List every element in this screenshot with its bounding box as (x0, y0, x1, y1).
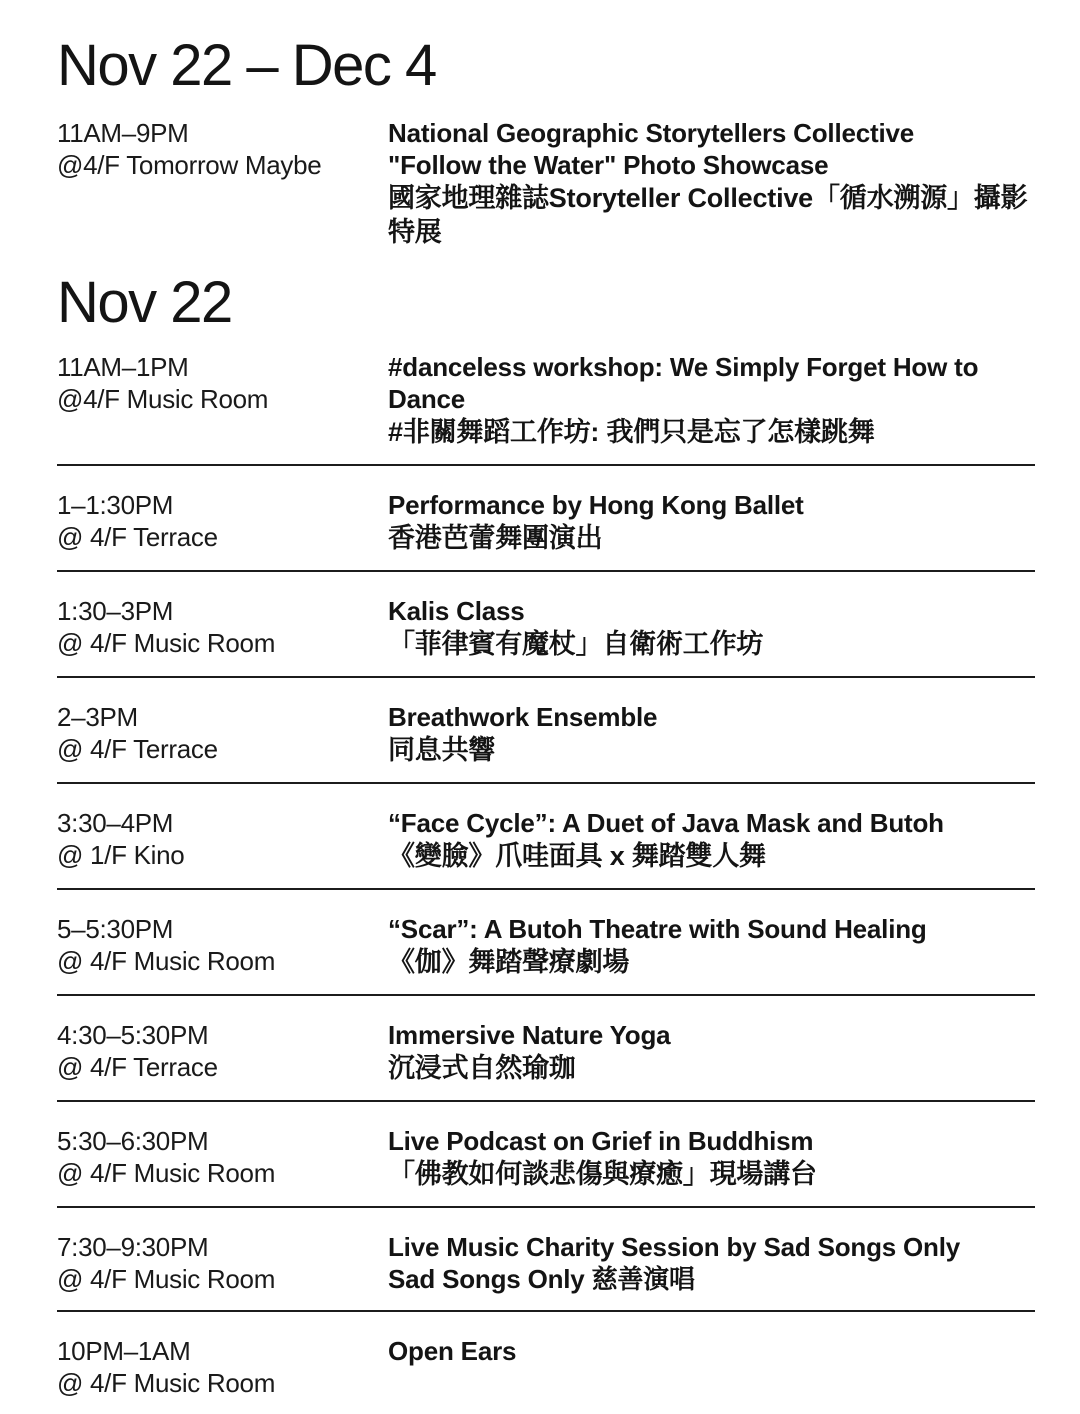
event-meta (57, 913, 388, 977)
event-title: Breathwork Ensemble (388, 701, 658, 732)
event-title: #danceless workshop: We Simply Forget How to Dance (388, 351, 979, 414)
event-row (57, 676, 1035, 782)
event-time: 11AM–1PM (57, 351, 189, 382)
event-location: @ 4/F Music Room (57, 1367, 276, 1398)
event-row (57, 570, 1035, 676)
event-meta (57, 1231, 388, 1295)
event-title-zh: Sad Songs Only 慈善演唱 (388, 1263, 695, 1294)
event-title-zh: #非關舞蹈工作坊: 我們只是忘了怎樣跳舞 (388, 416, 875, 447)
event-row (57, 994, 1035, 1100)
event-time: 2–3PM (57, 701, 138, 732)
event-row (57, 1206, 1035, 1310)
event-title: National Geographic Storytellers Collective (388, 117, 914, 148)
event-title-zh: 國家地理雜誌Storyteller Collective「循水溯源」攝影特展 (388, 182, 1028, 247)
event-titles (388, 913, 1035, 979)
event-title-zh: 《伽》舞踏聲療劇場 (388, 946, 630, 977)
event-location: @ 4/F Terrace (57, 733, 218, 764)
event-title: “Face Cycle”: A Duet of Java Mask and Butoh (388, 807, 944, 838)
event-location: @ 1/F Kino (57, 839, 185, 870)
event-row (57, 888, 1035, 994)
event-time: 1:30–3PM (57, 595, 174, 626)
event-titles (388, 351, 1035, 449)
event-titles (388, 1019, 1035, 1085)
event-subtitle: "Follow the Water" Photo Showcase (388, 149, 829, 180)
event-meta (57, 701, 388, 765)
event-time: 5:30–6:30PM (57, 1125, 209, 1156)
event-title: Live Podcast on Grief in Buddhism (388, 1125, 814, 1156)
event-time: 7:30–9:30PM (57, 1231, 209, 1262)
event-location: @ 4/F Terrace (57, 1051, 218, 1082)
event-title-zh: 沉浸式自然瑜珈 (388, 1052, 576, 1083)
event-title: Open Ears (388, 1335, 517, 1366)
event-location: @4/F Tomorrow Maybe (57, 149, 322, 180)
event-time: 1–1:30PM (57, 489, 174, 520)
event-time: 10PM–1AM (57, 1335, 191, 1366)
event-title: Immersive Nature Yoga (388, 1019, 671, 1050)
event-title-zh: 《變臉》爪哇面具 x 舞踏雙人舞 (388, 840, 766, 871)
event-titles (388, 1231, 1035, 1295)
event-titles (388, 489, 1035, 555)
event-titles (388, 807, 1035, 873)
event-row (57, 782, 1035, 888)
event-row (57, 1100, 1035, 1206)
event-location: @ 4/F Music Room (57, 945, 276, 976)
event-row (57, 344, 1035, 464)
event-titles (388, 701, 1035, 767)
event-title: “Scar”: A Butoh Theatre with Sound Healing (388, 913, 927, 944)
schedule-list (57, 344, 1035, 1414)
event-title-zh: 「佛教如何談悲傷與療癒」現場講台 (388, 1158, 817, 1189)
event-titles (388, 1335, 1035, 1367)
event-title: Live Music Charity Session by Sad Songs Only (388, 1231, 961, 1262)
event-title-zh: 同息共響 (388, 734, 496, 765)
event-titles (388, 117, 1035, 249)
event-title-zh: 香港芭蕾舞團演出 (388, 522, 603, 553)
event-location: @ 4/F Terrace (57, 521, 218, 552)
event-row (57, 113, 1035, 259)
event-time: 11AM–9PM (57, 117, 189, 148)
event-time: 3:30–4PM (57, 807, 174, 838)
event-meta (57, 807, 388, 871)
event-titles (388, 1125, 1035, 1191)
event-meta (57, 1335, 388, 1399)
event-title-zh: 「菲律賓有魔杖」自衛術工作坊 (388, 628, 764, 659)
event-location: @ 4/F Music Room (57, 1263, 276, 1294)
event-meta (57, 117, 388, 181)
event-location: @ 4/F Music Room (57, 627, 276, 658)
event-meta (57, 1019, 388, 1083)
event-location: @ 4/F Music Room (57, 1157, 276, 1188)
event-meta (57, 1125, 388, 1189)
event-meta (57, 595, 388, 659)
event-title: Kalis Class (388, 595, 525, 626)
event-meta (57, 351, 388, 415)
event-titles (388, 595, 1035, 661)
event-location: @4/F Music Room (57, 383, 269, 414)
event-row (57, 1310, 1035, 1414)
event-time: 4:30–5:30PM (57, 1019, 209, 1050)
event-time: 5–5:30PM (57, 913, 174, 944)
event-title: Performance by Hong Kong Ballet (388, 489, 804, 520)
event-row (57, 464, 1035, 570)
event-meta (57, 489, 388, 553)
section-heading: Nov 22 (57, 269, 232, 335)
page-title: Nov 22 – Dec 4 (57, 33, 436, 98)
